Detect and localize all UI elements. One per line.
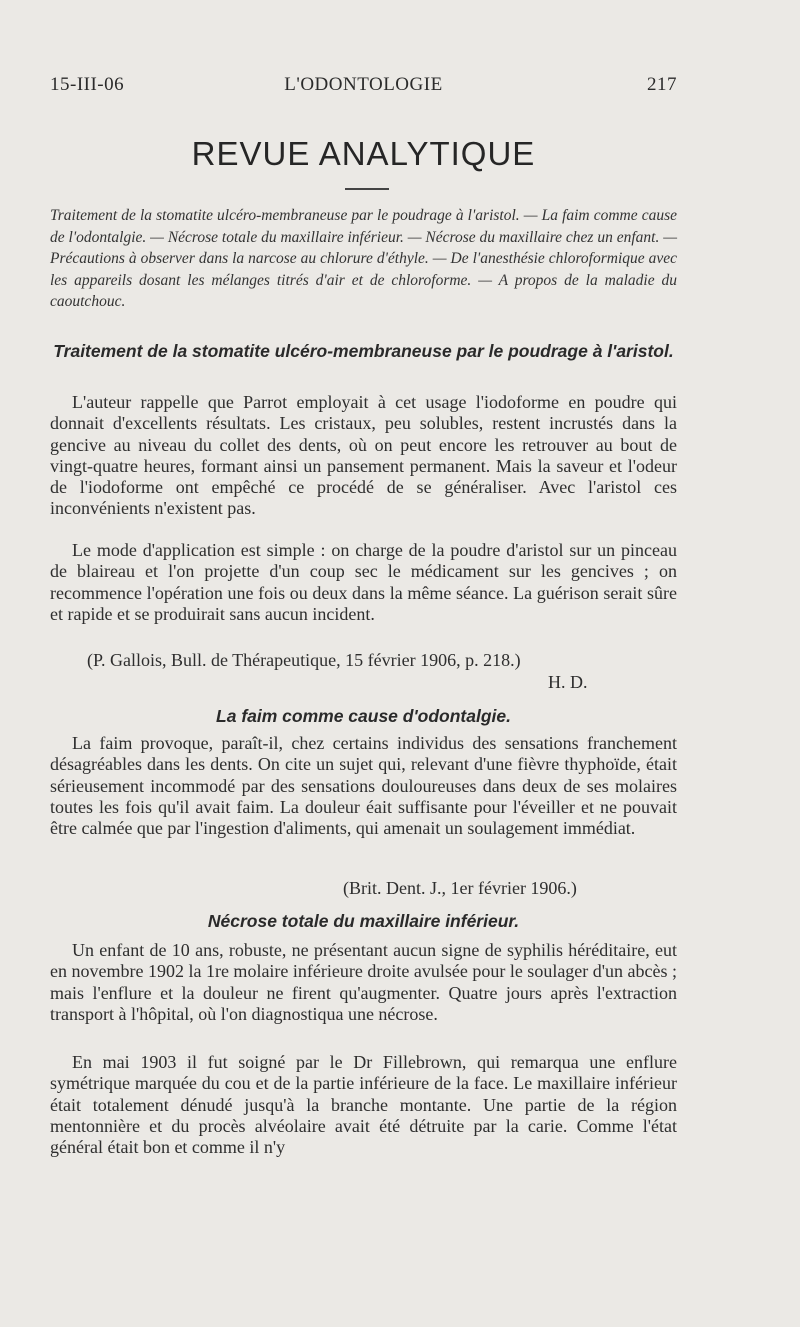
citation: (Brit. Dent. J., 1er février 1906.) xyxy=(343,878,577,898)
paragraph: Le mode d'application est simple : on charge de la poudre d'aristol sur un pinceau de blaireau et l'on projette d'un coup sec le médicament sur les gencives ; on recommence l'opération une fois ou deux dans la même séance. La guérison serait sûre et rapide et se produirait sans aucun incident. xyxy=(50,540,677,624)
paragraph: En mai 1903 il fut soigné par le Dr Fillebrown, qui remarqua une enflure symétrique marquée du cou et de la partie inférieure de la face. Le maxillaire inférieur était totalement dénudé jusqu'à la branche montante. Une partie de la région mentonnière et du procès alvéolaire avait été détruite par la carie. Comme l'état général était bon et comme il n'y xyxy=(50,1052,677,1158)
title-divider xyxy=(345,188,389,190)
running-header xyxy=(50,74,677,102)
section-heading-necrose: Nécrose totale du maxillaire inférieur. xyxy=(207,911,520,931)
header-date: 15-III-06 xyxy=(50,74,125,95)
section-heading-faim: La faim comme cause d'odontalgie. xyxy=(216,706,511,726)
header-journal: L'ODONTOLOGIE xyxy=(284,74,443,95)
section-heading-stomatite: Traitement de la stomatite ulcéro-membraneuse par le poudrage à l'aristol. xyxy=(53,341,674,361)
summary-abstract: Traitement de la stomatite ulcéro-membraneuse par le poudrage à l'aristol. — La faim comme cause de l'odontalgie. — Nécrose totale du maxillaire inférieur. — Nécrose du maxillaire chez un enfant. — Précautions à observer dans la narcose au chlorure d'éthyle. — De l'anesthésie chloroformique avec les appareils dosant les mélanges titrés d'air et de chloroforme. — A propos de la maladie du caoutchouc. xyxy=(50,207,677,310)
citation: (P. Gallois, Bull. de Thérapeutique, 15 février 1906, p. 218.) xyxy=(87,650,521,670)
author-initials: H. D. xyxy=(548,672,588,692)
paragraph: Un enfant de 10 ans, robuste, ne présentant aucun signe de syphilis héréditaire, eut en novembre 1902 la 1re molaire inférieure droite avulsée pour le soulager d'un abcès ; mais l'enflure et la douleur ne firent qu'augmenter. Quatre jours après l'extraction transport à l'hôpital, où l'on diagnostiqua une nécrose. xyxy=(50,940,678,1024)
header-page-number: 217 xyxy=(647,74,677,95)
paragraph: L'auteur rappelle que Parrot employait à cet usage l'iodoforme en poudre qui donnait d'excellents résultats. Les cristaux, peu solubles, restent incrustés dans la gencive au niveau du collet des dents, où on peut encore les retrouver au bout de vingt-quatre heures, formant ainsi un pansement permanent. Mais la saveur et l'odeur de l'iodoforme ont empêché ce procédé de se généraliser. Avec l'aristol ces inconvénients n'existent pas. xyxy=(50,392,677,519)
paragraph: La faim provoque, paraît-il, chez certains individus des sensations franchement désagréables dans les dents. On cite un sujet qui, relevant d'une fièvre thyphoïde, était sérieusement incommodé par des sensations douloureuses dans deux de ses molaires toutes les fois qu'il avait faim. La douleur éait suffisante pour l'éveiller et ne pouvait être calmée que par l'ingestion d'aliments, qui amenait un soulagement immédiat. xyxy=(50,733,677,839)
page-title: REVUE ANALYTIQUE xyxy=(191,135,536,172)
